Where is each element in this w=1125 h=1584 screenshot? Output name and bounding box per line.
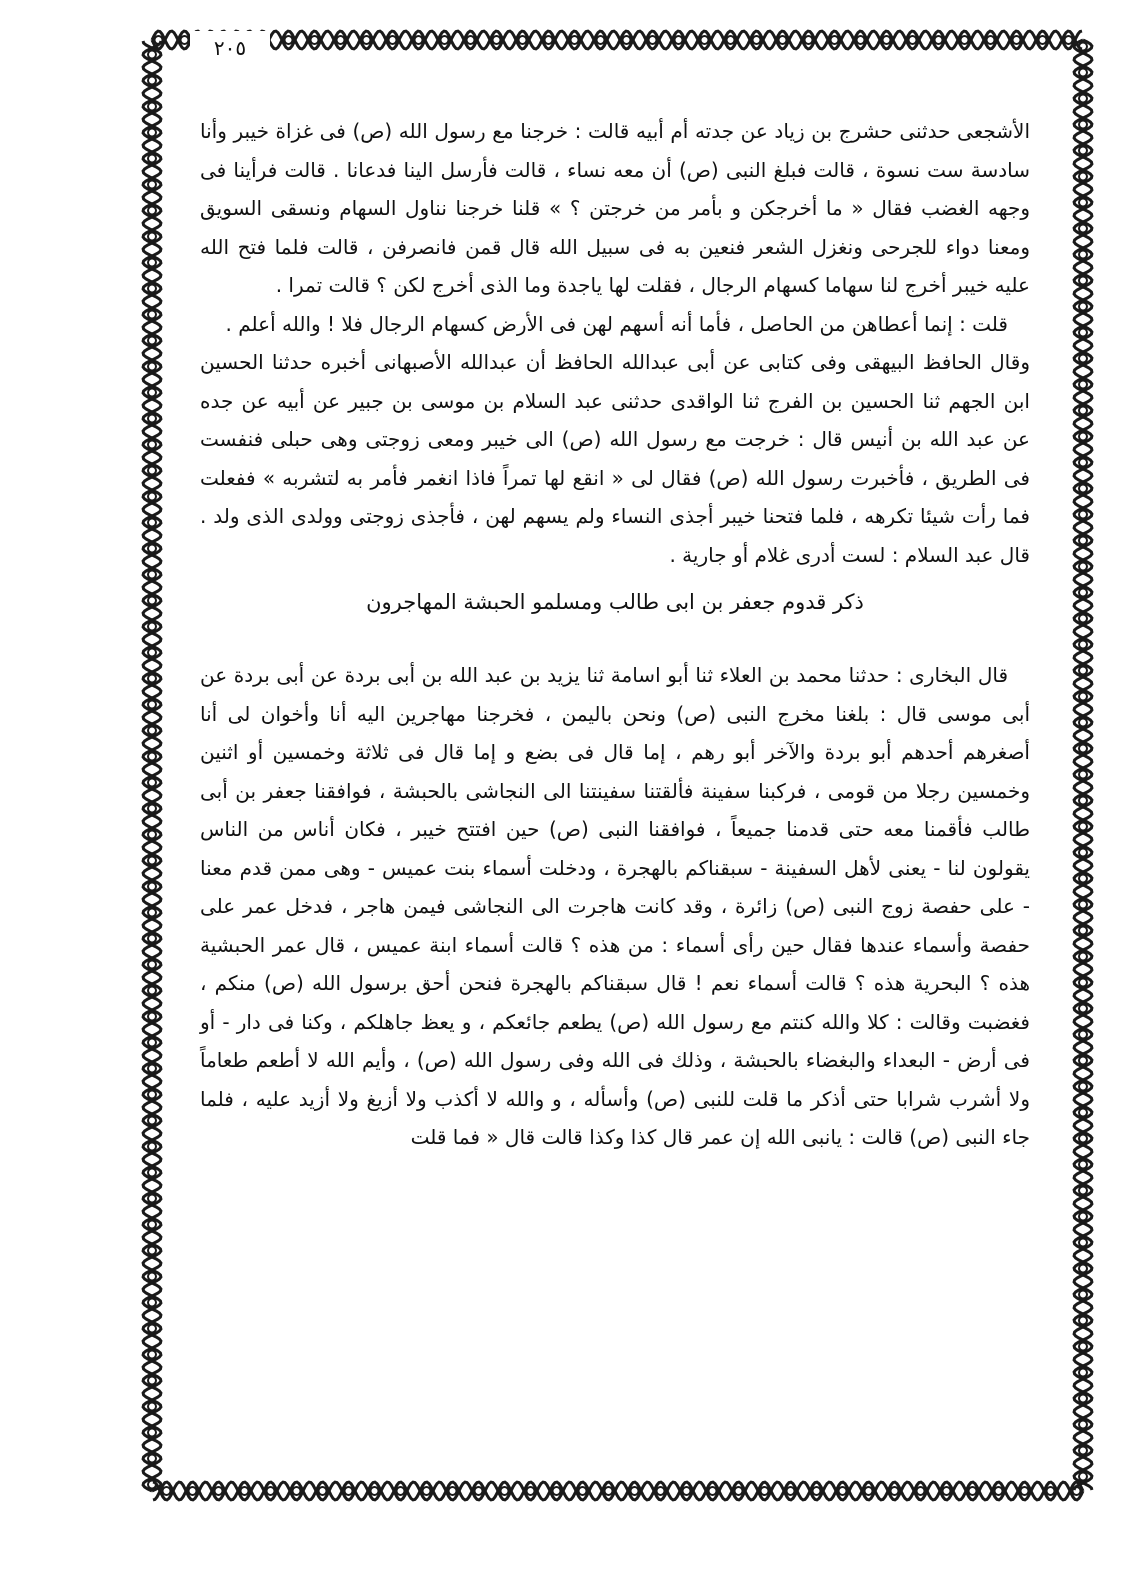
rope-knot <box>1079 875 1087 883</box>
rope-knot <box>597 36 605 44</box>
rope-knot <box>1079 69 1087 77</box>
rope-knot <box>148 207 156 215</box>
rope-knot <box>1079 797 1087 805</box>
rope-knot <box>1079 537 1087 545</box>
paragraph: قلت : إنما أعطاهن من الحاصل ، فأما أنه أسهم لهن فى الأرض كسهام الرجال فلا ! والله أعلم . <box>225 311 1008 336</box>
rope-knot <box>1079 511 1087 519</box>
rope-knot <box>285 36 293 44</box>
rope-knot <box>1079 95 1087 103</box>
rope-knot <box>148 909 156 917</box>
rope-knot <box>148 103 156 111</box>
narration-block-two <box>200 656 1030 1157</box>
rope-knot <box>148 1403 156 1411</box>
rope-knot <box>1079 433 1087 441</box>
rope-knot <box>148 51 156 59</box>
rope-knot <box>1079 849 1087 857</box>
rope-knot <box>1079 1265 1087 1273</box>
rope-knot <box>148 155 156 163</box>
rope-knot <box>148 961 156 969</box>
rope-knot <box>415 36 423 44</box>
rope-knot <box>1079 355 1087 363</box>
rope-knot <box>148 1091 156 1099</box>
rope-knot <box>189 1487 197 1495</box>
rope-knot <box>148 649 156 657</box>
rope-knot <box>1079 589 1087 597</box>
rope-knot <box>857 36 865 44</box>
rope-knot <box>1079 1473 1087 1481</box>
rope-knot <box>1079 927 1087 935</box>
rope-knot <box>148 831 156 839</box>
rope-knot <box>1079 1031 1087 1039</box>
rope-knot <box>1047 1487 1055 1495</box>
rope-knot <box>148 597 156 605</box>
rope-knot <box>148 1065 156 1073</box>
rope-knot <box>909 36 917 44</box>
rope-knot <box>148 1221 156 1229</box>
rope-knot <box>148 441 156 449</box>
rope-knot <box>779 36 787 44</box>
rope-knot <box>148 311 156 319</box>
rope-knot <box>1079 1395 1087 1403</box>
rope-knot <box>148 493 156 501</box>
rope-knot <box>1079 303 1087 311</box>
rope-knot <box>1079 823 1087 831</box>
rope-knot <box>148 519 156 527</box>
rope-knot <box>987 36 995 44</box>
rope-knot <box>1079 693 1087 701</box>
rope-knot <box>701 36 709 44</box>
rope-knot <box>1079 1083 1087 1091</box>
rope-knot <box>571 36 579 44</box>
rope-knot <box>1079 251 1087 259</box>
rope-knot <box>623 36 631 44</box>
rope-knot <box>148 1013 156 1021</box>
rope-knot <box>148 1325 156 1333</box>
rope-knot <box>1079 953 1087 961</box>
rope-knot <box>675 36 683 44</box>
rope-knot <box>148 1195 156 1203</box>
rope-knot <box>148 415 156 423</box>
rope-knot <box>831 36 839 44</box>
rope-knot <box>148 883 156 891</box>
rope-knot <box>148 1169 156 1177</box>
rope-knot <box>753 36 761 44</box>
page-number: ٢٠٥ <box>190 31 270 65</box>
rope-knot <box>148 1429 156 1437</box>
rope-knot <box>1079 1187 1087 1195</box>
rope-knot <box>1079 615 1087 623</box>
rope-knot <box>148 1117 156 1125</box>
rope-knot <box>148 987 156 995</box>
rope-knot <box>727 36 735 44</box>
rope-knot <box>148 571 156 579</box>
rope-knot <box>389 36 397 44</box>
rope-knot <box>148 181 156 189</box>
rope-knot <box>649 36 657 44</box>
rope-knot <box>1079 121 1087 129</box>
rope-knot <box>1079 1369 1087 1377</box>
rope-knot <box>1079 1421 1087 1429</box>
rope-knot <box>181 36 189 44</box>
rope-knot <box>148 363 156 371</box>
rope-knot <box>148 753 156 761</box>
rope-knot <box>1079 667 1087 675</box>
rope-knot <box>1079 1317 1087 1325</box>
rope-knot <box>935 36 943 44</box>
rope-knot <box>148 857 156 865</box>
rope-knot <box>148 1377 156 1385</box>
rope-knot <box>1079 1109 1087 1117</box>
rope-knot <box>1079 1213 1087 1221</box>
rope-knot <box>1039 36 1047 44</box>
rope-knot <box>148 701 156 709</box>
rope-knot <box>1079 979 1087 987</box>
paragraph: وقال الحافظ البيهقى وفى كتابى عن أبى عبدالله الحافظ أن عبدالله الأصبهانى أخبره حدثنا الحسين ابن الجهم ثنا الحسين بن الفرج ثنا الواقدى حدثنى عبد السلام بن موسى بن جبير عن أبيه عن جده عن عبد الله بن أنيس قال : خرجت مع رسول الله (ص) الى خيبر ومعى زوجتى وهى حبلى فنفست فى الطريق ، فأخبرت رسول الله (ص) فقال لى « انقع لها تمراً فاذا انغمر فأمر به لتشربه » ففعلت فما رأت شيئا تكرهه ، فلما فتحنا خيبر أجذى النساء ولم يسهم لهن ، فأجذى زوجتى وولدى الذى ولد . قال عبد السلام : لست أدرى غلام أو جارية . <box>200 350 1030 567</box>
narration-block-one <box>200 112 1030 574</box>
rope-knot <box>1079 719 1087 727</box>
rope-knot <box>883 36 891 44</box>
rope-knot <box>148 545 156 553</box>
rope-knot <box>1079 329 1087 337</box>
rope-knot <box>148 727 156 735</box>
rope-knot <box>1079 173 1087 181</box>
rope-knot <box>148 467 156 475</box>
rope-knot <box>1079 225 1087 233</box>
rope-knot <box>1079 147 1087 155</box>
rope-knot <box>1079 485 1087 493</box>
rope-knot <box>337 36 345 44</box>
rope-knot <box>519 36 527 44</box>
rope-knot <box>1079 1135 1087 1143</box>
rope-knot <box>148 389 156 397</box>
rope-knot <box>441 36 449 44</box>
rope-knot <box>1079 745 1087 753</box>
rope-knot <box>1079 563 1087 571</box>
rope-knot <box>148 285 156 293</box>
rope-knot <box>1079 641 1087 649</box>
rope-knot <box>1079 277 1087 285</box>
rope-knot <box>148 1143 156 1151</box>
rope-knot <box>148 77 156 85</box>
rope-knot <box>311 36 319 44</box>
rope-knot <box>148 1039 156 1047</box>
rope-knot <box>163 1487 171 1495</box>
rope-knot <box>545 36 553 44</box>
section-heading: ذكر قدوم جعفر بن ابى طالب ومسلمو الحبشة المهاجرون <box>366 590 864 614</box>
rope-knot <box>1013 36 1021 44</box>
rope-knot <box>148 1273 156 1281</box>
rope-knot <box>1079 1161 1087 1169</box>
rope-knot <box>148 935 156 943</box>
rope-knot <box>1079 1447 1087 1455</box>
rope-knot <box>148 779 156 787</box>
rope-knot <box>363 36 371 44</box>
rope-knot <box>148 1299 156 1307</box>
rope-knot <box>1079 199 1087 207</box>
rope-knot <box>1079 1239 1087 1247</box>
rope-knot <box>1079 381 1087 389</box>
rope-knot <box>148 1247 156 1255</box>
rope-knot <box>1065 36 1073 44</box>
paragraph: قال البخارى : حدثنا محمد بن العلاء ثنا أبو اسامة ثنا يزيد بن عبد الله بن أبى بردة عن أبى بردة عن أبى موسى قال : بلغنا مخرج النبى (ص) ونحن باليمن ، فخرجنا مهاجرين اليه أنا وأخوان لى أنا أصغرهم أحدهم أبو بردة والآخر أبو رهم ، إما قال فى بضع و إما قال فى ثلاثة وخمسين أو اثنين وخمسين رجلا من قومى ، فركبنا سفينة فألقتنا سفينتنا الى النجاشى بالحبشة ، فوافقنا جعفر بن أبى طالب فأقمنا معه حتى قدمنا جميعاً ، فوافقنا النبى (ص) حين افتتح خيبر ، فكان أناس من الناس يقولون لنا - يعنى لأهل السفينة - سبقناكم بالهجرة ، ودخلت أسماء بنت عميس - وهى ممن قدم معنا - على حفصة زوج النبى (ص) زائرة ، وقد كانت هاجرت الى النجاشى فيمن هاجر ، فدخل عمر على حفصة وأسماء عندها فقال حين رأى أسماء : من هذه ؟ قالت أسماء ابنة عميس ، قال عمر الحبشية هذه ؟ البحرية هذه ؟ قالت أسماء نعم ! قال سبقناكم بالهجرة فنحن أحق برسول الله (ص) منكم ، فغضبت وقالت : كلا والله كنتم مع رسول الله (ص) يطعم جائعكم ، و يعظ جاهلكم ، وكنا فى دار - أو فى أرض - البعداء والبغضاء بالحبشة ، وذلك فى الله وفى رسول الله (ص) ، وأيم الله لا أطعم طعاماً ولا أشرب شرابا حتى أذكر ما قلت للنبى (ص) وأسأله ، و والله لا أكذب ولا أزيغ ولا أزيد عليه ، فلما جاء النبى (ص) قالت : يانبى الله إن عمر قال كذا وكذا قالت قال « فما قلت <box>200 663 1030 1149</box>
rope-knot <box>148 623 156 631</box>
rope-knot <box>1079 771 1087 779</box>
rope-knot <box>961 36 969 44</box>
main-text <box>200 112 1030 1492</box>
rope-knot <box>1079 1057 1087 1065</box>
rope-knot <box>1079 459 1087 467</box>
rope-knot <box>1079 1343 1087 1351</box>
rope-knot <box>805 36 813 44</box>
rope-knot <box>1079 1005 1087 1013</box>
rope-knot <box>1079 901 1087 909</box>
rope-knot <box>148 337 156 345</box>
rope-knot <box>148 259 156 267</box>
rope-knot <box>1079 1291 1087 1299</box>
rope-knot <box>467 36 475 44</box>
rope-knot <box>493 36 501 44</box>
rope-knot <box>148 675 156 683</box>
rope-knot <box>148 805 156 813</box>
rope-knot <box>148 1351 156 1359</box>
rope-knot <box>148 129 156 137</box>
rope-knot <box>148 1455 156 1463</box>
paragraph: الأشجعى حدثنى حشرج بن زياد عن جدته أم أبيه قالت : خرجنا مع رسول الله (ص) فى غزاة خيبر وأنا سادسة ست نسوة ، قالت فبلغ النبى (ص) أن معه نساء ، قالت فأرسل الينا فدعانا . قالت فرأينا فى وجهه الغضب فقال « ما أخرجكن و بأمر من خرجتن ؟ » قلنا خرجنا نناول السهام ونسقى السويق ومعنا دواء للجرحى ونغزل الشعر فنعين به فى سبيل الله قال قمن فانصرفن ، قالت فلما فتح الله عليه خيبر أخرج لنا سهاما كسهام الرجال ، فقلت لها ياجدة وما الذى أخرج لكن ؟ قالت تمرا . <box>200 119 1030 297</box>
rope-knot <box>148 233 156 241</box>
rope-knot <box>1079 407 1087 415</box>
